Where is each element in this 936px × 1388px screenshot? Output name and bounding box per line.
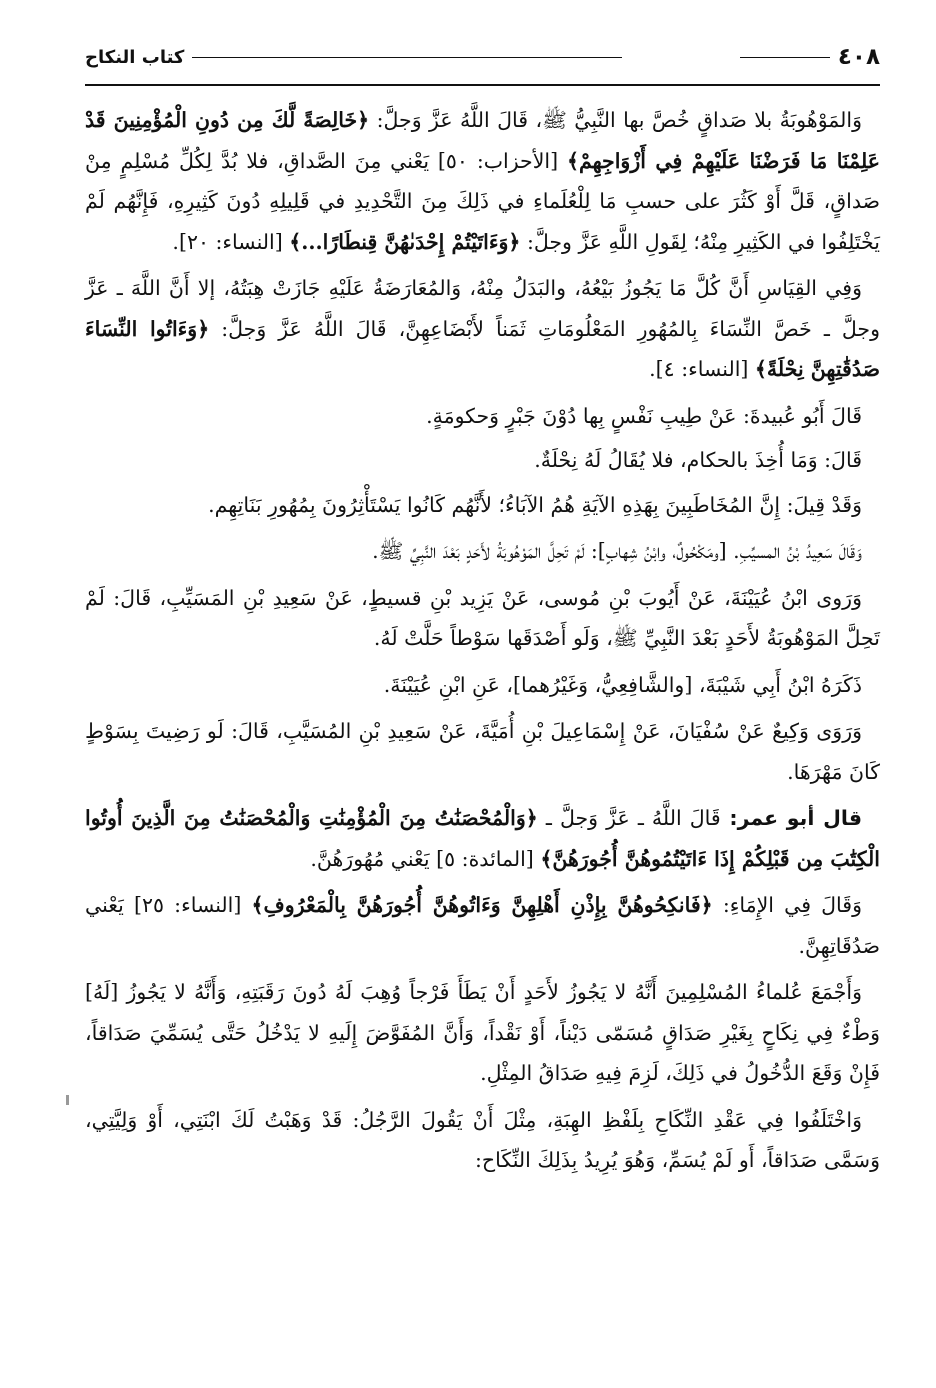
paragraph bbox=[85, 665, 880, 706]
paragraph-text: [النساء: ٤]. bbox=[649, 357, 755, 381]
quran-verse: ﴿وَالْمُحْصَنَٰتُ مِنَ الْمُؤْمِنَٰتِ وَالْمُحْصَنَٰتُ مِنَ الَّذِينَ أُوتُوا الْكِتَٰبَ مِن قَبْلِكُمْ إِذَا ءَاتَيْتُمُوهُنَّ أُجُورَهُنَّ﴾ bbox=[85, 806, 880, 871]
paragraph bbox=[85, 798, 880, 879]
author-attribution: قال أبو عمر: bbox=[720, 806, 862, 830]
paragraph bbox=[85, 1100, 880, 1181]
quran-verse: ﴿خَالِصَةً لَّكَ مِن دُونِ الْمُؤْمِنِينَ قَدْ عَلِمْنَا مَا فَرَضْنَا عَلَيْهِمْ فِي أَزْوَاجِهِمْ﴾ bbox=[85, 108, 880, 173]
paragraph-text: وَقَالَ سَعِيدُ بْنُ المسيِّبِ. [ومَكْحُولٌ، وابْنُ شِهابٍ]: لَمْ تَحِلَّ المَوْهُوبَةُ لأَحَدٍ بَعْدَ النَّبِيِّ ﷺ. bbox=[372, 539, 862, 563]
paragraph-text: [المائدة: ٥] يَعْني مُهُورَهُنَّ. bbox=[310, 846, 541, 871]
paragraph-text: وَأَجْمَعَ عُلماءُ المُسْلِمِينَ أَنَّهُ لا يَجُوزُ لأَحَدٍ أَنْ يَطَأَ فَرْجاً وُهِبَ لَهُ دُونَ رَقَبَتِهِ، وَأَنَّهُ لا يَجُوزُ [لَهُ] وَطْءٌ فِي نِكَاحٍ بِغَيْرِ صَدَاقٍ مُسَمّى دَيْناً، أَوْ نَقْداً، وَأَنَّ المُفَوَّضَ إِلَيهِ لا يَدْخُلُ حَتَّى يُسَمِّيَ صَدَاقاً، فَإِنْ وَقَعَ الدُّخُولُ في ذَلِكَ، لَزِمَ فِيهِ صَدَاقُ المِثْلِ. bbox=[85, 980, 880, 1085]
paragraph bbox=[85, 972, 880, 1094]
paragraph-text: قَالَ اللَّهُ ـ عَزَّ وَجلَّ ـ bbox=[537, 806, 721, 830]
paragraph bbox=[85, 531, 880, 572]
paragraph-text: [النساء: ٢٠]. bbox=[172, 229, 290, 254]
paragraph-text: وَاخْتَلَفُوا فِي عَقْدِ النِّكَاحِ بِلَفْظِ الهِبَةِ، مِثْلَ أَنْ يَقُولَ الرَّجُلُ: قَدْ وَهَبْتُ لَكَ ابْنَتِي، أَوْ وَلِيَّتِي، وَسَمَّى صَدَاقاً، أَو لَمْ يُسَمِّ، وَهُوَ يُرِيدُ بِذَلِكَ النِّكَاح: bbox=[85, 1107, 880, 1172]
page-number-text: ٤٠٨ bbox=[837, 44, 880, 70]
paragraph-text: [النساء: ٢٥] يَعْني صَدُقَاتِهِنَّ. bbox=[85, 893, 880, 958]
paragraph bbox=[85, 440, 880, 481]
paragraph bbox=[85, 711, 880, 792]
paragraph-text: قَالَ: وَمَا أُخِذَ بالحكام، فلا يُقَالُ لَهُ نِحْلَةٌ. bbox=[534, 448, 862, 472]
page-number bbox=[732, 44, 880, 70]
book-page bbox=[85, 30, 880, 1370]
paragraph-text: وَرَوى ابْنُ عُيَيْنَةَ، عَنْ أَيُوبَ بْنِ مُوسى، عَنْ يَزِيد بْنِ قسيطٍ، عَنْ سَعِيدِ بْنِ المَسَيِّبِ، قَالَ: لَمْ تَحِلَّ المَوْهُوبَةُ لأَحَدٍ بَعْدَ النَّبِيِّ ﷺ، وَلَو أَصْدَقَها سَوْطاً حَلَّتْ لَهُ. bbox=[85, 585, 880, 650]
margin-mark bbox=[66, 1095, 69, 1105]
quran-verse: ﴿فَانكِحُوهُنَّ بِإِذْنِ أَهْلِهِنَّ وَءَاتُوهُنَّ أُجُورَهُنَّ بِالْمَعْرُوفِ﴾ bbox=[251, 893, 713, 917]
paragraph bbox=[85, 268, 880, 390]
paragraph-text: وَقَدْ قِيلَ: إِنَّ المُخَاطَبِينَ بِهَذِهِ الآيَةِ هُمُ الآبَاءُ؛ لأَنَّهُم كَانُوا يَسْتَأْثِرُونَ بِمُهُورِ بَنَاتِهِم. bbox=[208, 492, 862, 517]
paragraph-text: وَرَوَى وَكِيعٌ عَنْ سُفْيَانَ، عَنْ إِسْمَاعِيلَ بْنِ أُمَيَّةَ، عَنْ سَعِيدِ بْنِ المُسَيَّبِ، قَالَ: لَو رَضِيتَ بِسَوْطٍ كَانَ مَهْرَهَا. bbox=[85, 719, 880, 784]
paragraph-text: وَفِي القِيَاسِ أَنَّ كُلَّ مَا يَجُوزُ بَيْعُهُ، والبَدَلُ مِنْهُ، وَالمُعَارَضَةُ عَلَيْهِ جَازَتْ هِبَتُهُ، إلا أَنَّ اللَّهَ ـ عَزَّ وجلَّ ـ خَصَّ النِّسَاءَ بِالمُهُورِ المَعْلُومَاتِ ثَمَناً لأَبْضَاعِهِنَّ، قَالَ اللَّهُ عَزَّ وَجلَّ: bbox=[85, 276, 880, 341]
paragraph bbox=[85, 100, 880, 262]
book-title bbox=[85, 47, 630, 68]
paragraph-text: وَالمَوْهُوبَةُ بلا صَداقٍ خُصَّ بها النَّبِيُّ ﷺ، قَالَ اللَّهُ عَزَّ وَجلَّ: bbox=[369, 108, 862, 132]
paragraph-text: ذَكَرَهُ ابْنُ أَبِي شَيْبَةَ، [والشَّافِعِيُّ، وَغَيْرُهما]، عَنِ ابْنِ عُيَيْنَةَ. bbox=[383, 672, 862, 697]
paragraph-text: [الأحزاب: ٥٠] يَعْني مِنَ الصَّداقِ، فلا بُدَّ لِكُلِّ مُسْلِمٍ مِنْ صَداقٍ، قَلَّ أَوْ كَثُرَ على حسبِ مَا لِلْعُلَماءِ في ذَلِكَ مِنَ التَّحْدِيدِ في قَلِيلِهِ دُونَ كَثِيرِهِ، فَإِنَّهُم لَمْ يَخْتَلِفُوا في الكَثِيرِ مِنْهُ؛ لِقَولِ اللَّهِ عَزَّ وجلَّ: bbox=[85, 148, 880, 254]
paragraph bbox=[85, 396, 880, 437]
quran-verse: ﴿وَءَاتَيْتُمْ إِحْدَىٰهُنَّ قِنطَارًا...﴾ bbox=[289, 229, 521, 254]
body-text bbox=[85, 100, 880, 1181]
running-header bbox=[85, 30, 880, 86]
header-rule-short bbox=[740, 57, 830, 58]
header-rule-long bbox=[192, 57, 622, 58]
quran-verse: ﴿وَءَاتُوا النِّسَاءَ صَدُقَٰتِهِنَّ نِحْلَةً﴾ bbox=[85, 316, 880, 381]
paragraph bbox=[85, 578, 880, 659]
paragraph bbox=[85, 485, 880, 526]
book-title-text: كتاب النكاح bbox=[85, 46, 185, 68]
paragraph-text: قَالَ أَبُو عُبيدةَ: عَنْ طِيبِ نَفْسٍ بِها دُوْنَ جَبْرٍ وَحكومَةٍ. bbox=[426, 403, 862, 428]
paragraph-text: وَقَالَ فِي الإِمَاءِ: bbox=[712, 893, 862, 917]
paragraph bbox=[85, 885, 880, 966]
